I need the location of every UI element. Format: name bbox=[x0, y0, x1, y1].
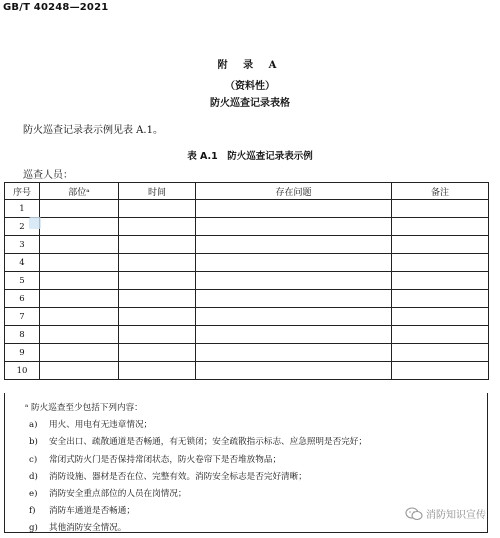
scan-artifact bbox=[29, 217, 41, 229]
cell-remarks[interactable] bbox=[392, 200, 489, 218]
col-header-serial: 序号 bbox=[5, 183, 40, 200]
cell-location[interactable] bbox=[40, 200, 119, 218]
cell-location[interactable] bbox=[40, 290, 119, 308]
cell-location[interactable] bbox=[40, 308, 119, 326]
watermark-text: 消防知识宣传 bbox=[426, 510, 486, 521]
cell-location[interactable] bbox=[40, 362, 119, 380]
table-row bbox=[5, 254, 489, 272]
cell-issues[interactable] bbox=[196, 308, 392, 326]
col-header-remarks: 备注 bbox=[392, 183, 489, 200]
note-item bbox=[29, 434, 487, 451]
table-row bbox=[5, 236, 489, 254]
cell-time[interactable] bbox=[119, 254, 196, 272]
note-text: 消防设施、器材是否在位、完整有效。消防安全标志是否完好清晰； bbox=[49, 471, 307, 482]
note-item bbox=[29, 452, 487, 469]
table-row bbox=[5, 344, 489, 362]
cell-serial: 6 bbox=[5, 290, 40, 308]
table-row bbox=[5, 326, 489, 344]
note-text: 用火、用电有无违章情况； bbox=[49, 420, 153, 431]
note-marker: f) bbox=[29, 506, 36, 517]
cell-time[interactable] bbox=[119, 326, 196, 344]
note-item bbox=[29, 417, 487, 434]
table-row bbox=[5, 362, 489, 380]
table-row bbox=[5, 290, 489, 308]
cell-location[interactable] bbox=[40, 218, 119, 236]
patrol-record-table bbox=[4, 182, 489, 380]
cell-issues[interactable] bbox=[196, 218, 392, 236]
cell-time[interactable] bbox=[119, 200, 196, 218]
cell-serial: 3 bbox=[5, 236, 40, 254]
note-marker: e) bbox=[29, 488, 38, 499]
note-marker: b) bbox=[29, 437, 38, 448]
cell-time[interactable] bbox=[119, 218, 196, 236]
cell-remarks[interactable] bbox=[392, 272, 489, 290]
standard-code: GB/T 40248—2021 bbox=[3, 2, 109, 13]
cell-serial: 8 bbox=[5, 326, 40, 344]
cell-time[interactable] bbox=[119, 344, 196, 362]
cell-serial: 1 bbox=[5, 200, 40, 218]
cell-time[interactable] bbox=[119, 272, 196, 290]
table-title: 表 A.1 防火巡查记录表示例 bbox=[187, 151, 313, 162]
cell-time[interactable] bbox=[119, 290, 196, 308]
intro-text: 防火巡查记录表示例见表 A.1。 bbox=[23, 125, 163, 136]
cell-serial: 4 bbox=[5, 254, 40, 272]
note-text: 其他消防安全情况。 bbox=[49, 523, 127, 534]
cell-serial: 9 bbox=[5, 344, 40, 362]
cell-issues[interactable] bbox=[196, 200, 392, 218]
col-header-location: 部位ᵃ bbox=[40, 183, 119, 200]
table-row bbox=[5, 272, 489, 290]
appendix-nature: （资料性） bbox=[225, 81, 275, 92]
note-text: 消防安全重点部位的人员在岗情况； bbox=[49, 488, 187, 499]
cell-issues[interactable] bbox=[196, 254, 392, 272]
cell-location[interactable] bbox=[40, 326, 119, 344]
cell-issues[interactable] bbox=[196, 344, 392, 362]
wechat-icon bbox=[405, 507, 423, 521]
cell-time[interactable] bbox=[119, 308, 196, 326]
table-row bbox=[5, 218, 489, 236]
cell-remarks[interactable] bbox=[392, 218, 489, 236]
note-marker: d) bbox=[29, 471, 38, 482]
cell-location[interactable] bbox=[40, 254, 119, 272]
appendix-title: 附 录 A bbox=[217, 60, 283, 71]
appendix-name: 防火巡查记录表格 bbox=[210, 98, 290, 109]
note-item bbox=[29, 486, 487, 503]
cell-serial: 2 bbox=[5, 218, 40, 236]
note-text: 常闭式防火门是否保持常闭状态，防火卷帘下是否堆放物品； bbox=[49, 454, 282, 465]
cell-remarks[interactable] bbox=[392, 236, 489, 254]
cell-remarks[interactable] bbox=[392, 362, 489, 380]
cell-location[interactable] bbox=[40, 272, 119, 290]
table-header-row bbox=[5, 183, 489, 200]
cell-remarks[interactable] bbox=[392, 326, 489, 344]
note-item bbox=[29, 469, 487, 486]
col-header-time: 时间 bbox=[119, 183, 196, 200]
col-header-issues: 存在问题 bbox=[196, 183, 392, 200]
patrol-label: 巡查人员： bbox=[23, 170, 73, 181]
cell-remarks[interactable] bbox=[392, 308, 489, 326]
watermark bbox=[405, 506, 486, 521]
table-row bbox=[5, 200, 489, 218]
cell-location[interactable] bbox=[40, 236, 119, 254]
cell-serial: 10 bbox=[5, 362, 40, 380]
cell-remarks[interactable] bbox=[392, 290, 489, 308]
note-marker: g) bbox=[29, 523, 38, 534]
cell-issues[interactable] bbox=[196, 290, 392, 308]
note-marker: a) bbox=[29, 420, 38, 431]
cell-issues[interactable] bbox=[196, 326, 392, 344]
table-row bbox=[5, 308, 489, 326]
note-text: 安全出口、疏散通道是否畅通，有无锁闭；安全疏散指示标志、应急照明是否完好； bbox=[49, 437, 367, 448]
cell-issues[interactable] bbox=[196, 362, 392, 380]
cell-issues[interactable] bbox=[196, 236, 392, 254]
note-marker: c) bbox=[29, 454, 38, 465]
note-text: 消防车通道是否畅通； bbox=[49, 506, 135, 517]
notes-head: ᵃ 防火巡查至少包括下列内容： bbox=[25, 403, 143, 413]
cell-time[interactable] bbox=[119, 236, 196, 254]
cell-remarks[interactable] bbox=[392, 344, 489, 362]
cell-location[interactable] bbox=[40, 344, 119, 362]
cell-issues[interactable] bbox=[196, 272, 392, 290]
note-item bbox=[29, 520, 487, 537]
cell-serial: 7 bbox=[5, 308, 40, 326]
cell-remarks[interactable] bbox=[392, 254, 489, 272]
cell-time[interactable] bbox=[119, 362, 196, 380]
cell-serial: 5 bbox=[5, 272, 40, 290]
